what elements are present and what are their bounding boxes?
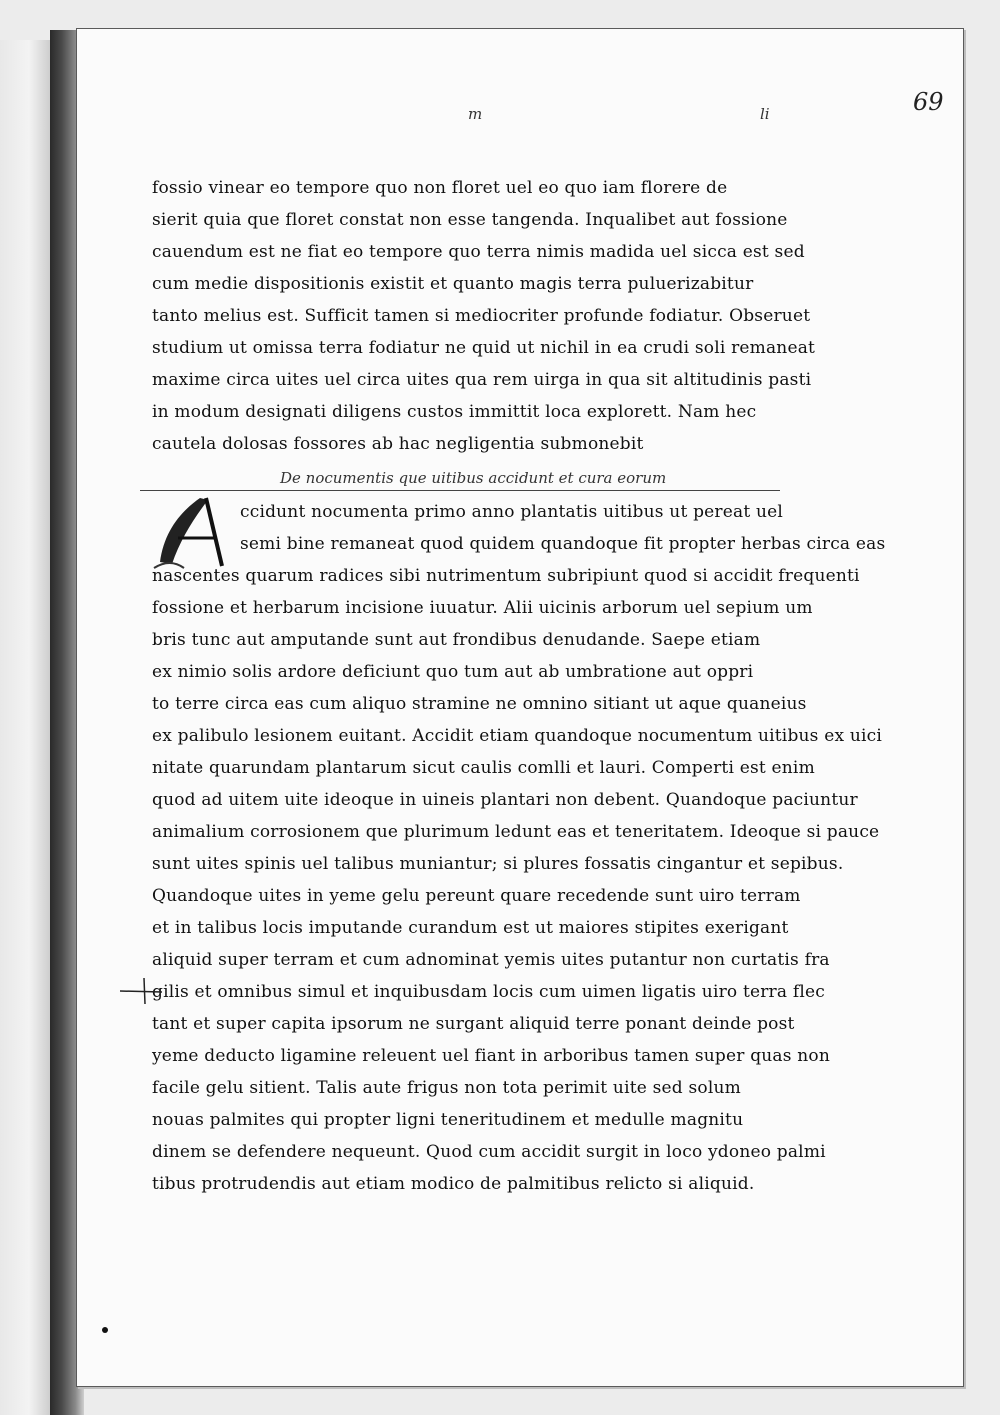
folio-mark-right: li xyxy=(760,105,770,123)
text-line: bris tunc aut amputande sunt aut frondibus denudande. Saepe etiam xyxy=(152,630,761,650)
text-line: gilis et omnibus simul et inquibusdam locis cum uimen ligatis uiro terra flec xyxy=(152,982,825,1002)
text-line: ccidunt nocumenta primo anno plantatis uitibus ut pereat uel xyxy=(240,502,784,522)
folio-number: 69 xyxy=(913,88,944,116)
text-line: animalium corrosionem que plurimum ledunt eas et teneritatem. Ideoque si pauce xyxy=(152,822,880,842)
text-line: Quandoque uites in yeme gelu pereunt quare recedende sunt uiro terram xyxy=(152,886,801,906)
text-line: ex nimio solis ardore deficiunt quo tum aut ab umbratione aut oppri xyxy=(152,662,754,682)
text-line: sunt uites spinis uel talibus muniantur; si plures fossatis cingantur et sepibus. xyxy=(152,854,844,874)
text-line: facile gelu sitient. Talis aute frigus non tota perimit uite sed solum xyxy=(152,1078,741,1098)
ink-dot xyxy=(102,1327,108,1333)
text-line: et in talibus locis imputande curandum est ut maiores stipites exerigant xyxy=(152,918,789,938)
paragraph-two xyxy=(152,496,886,1200)
text-line: cauendum est ne fiat eo tempore quo terra nimis madida uel sicca est sed xyxy=(152,242,805,262)
text-line: sierit quia que floret constat non esse tangenda. Inqualibet aut fossione xyxy=(152,210,788,230)
text-line: fossione et herbarum incisione iuuatur. Alii uicinis arborum uel sepium um xyxy=(152,598,813,618)
text-line: aliquid super terram et cum adnominat yemis uites putantur non curtatis fra xyxy=(152,950,830,970)
text-line: nitate quarundam plantarum sicut caulis comlli et lauri. Comperti est enim xyxy=(152,758,815,778)
text-line: yeme deducto ligamine releuent uel fiant in arboribus tamen super quas non xyxy=(152,1046,831,1066)
chapter-rubric: De nocumentis que uitibus accidunt et cura eorum xyxy=(280,469,667,487)
text-line: tant et super capita ipsorum ne surgant aliquid terre ponant deinde post xyxy=(152,1014,795,1034)
folio-mark-center: m xyxy=(468,105,483,123)
text-line: to terre circa eas cum aliquo stramine ne omnino sitiant ut aque quaneius xyxy=(152,694,807,714)
text-line: studium ut omissa terra fodiatur ne quid ut nichil in ea crudi soli remaneat xyxy=(152,338,816,358)
text-line: ex palibulo lesionem euitant. Accidit etiam quandoque nocumentum uitibus ex uici xyxy=(152,726,882,746)
text-line: fossio vinear eo tempore quo non floret uel eo quo iam florere de xyxy=(152,178,728,198)
ruling-line xyxy=(140,490,780,491)
text-line: quod ad uitem uite ideoque in uineis plantari non debent. Quandoque paciuntur xyxy=(152,790,858,810)
text-line: semi bine remaneat quod quidem quandoque fit propter herbas circa eas xyxy=(240,534,886,554)
text-line: nouas palmites qui propter ligni teneritudinem et medulle magnitu xyxy=(152,1110,744,1130)
paragraph-one xyxy=(152,172,816,460)
text-line: in modum designati diligens custos immittit loca explorett. Nam hec xyxy=(152,402,757,422)
text-line: cautela dolosas fossores ab hac negligentia submonebit xyxy=(152,434,644,454)
text-line: cum medie dispositionis existit et quanto magis terra puluerizabitur xyxy=(152,274,754,294)
text-line: maxime circa uites uel circa uites qua rem uirga in qua sit altitudinis pasti xyxy=(152,370,812,390)
text-line: tanto melius est. Sufficit tamen si mediocriter profunde fodiatur. Obseruet xyxy=(152,306,811,326)
text-line: tibus protrudendis aut etiam modico de palmitibus relicto si aliquid. xyxy=(152,1174,755,1194)
margin-cross-icon xyxy=(118,976,164,1006)
text-line: nascentes quarum radices sibi nutrimentum subripiunt quod si accidit frequenti xyxy=(152,566,860,586)
text-line: dinem se defendere nequeunt. Quod cum accidit surgit in loco ydoneo palmi xyxy=(152,1142,826,1162)
